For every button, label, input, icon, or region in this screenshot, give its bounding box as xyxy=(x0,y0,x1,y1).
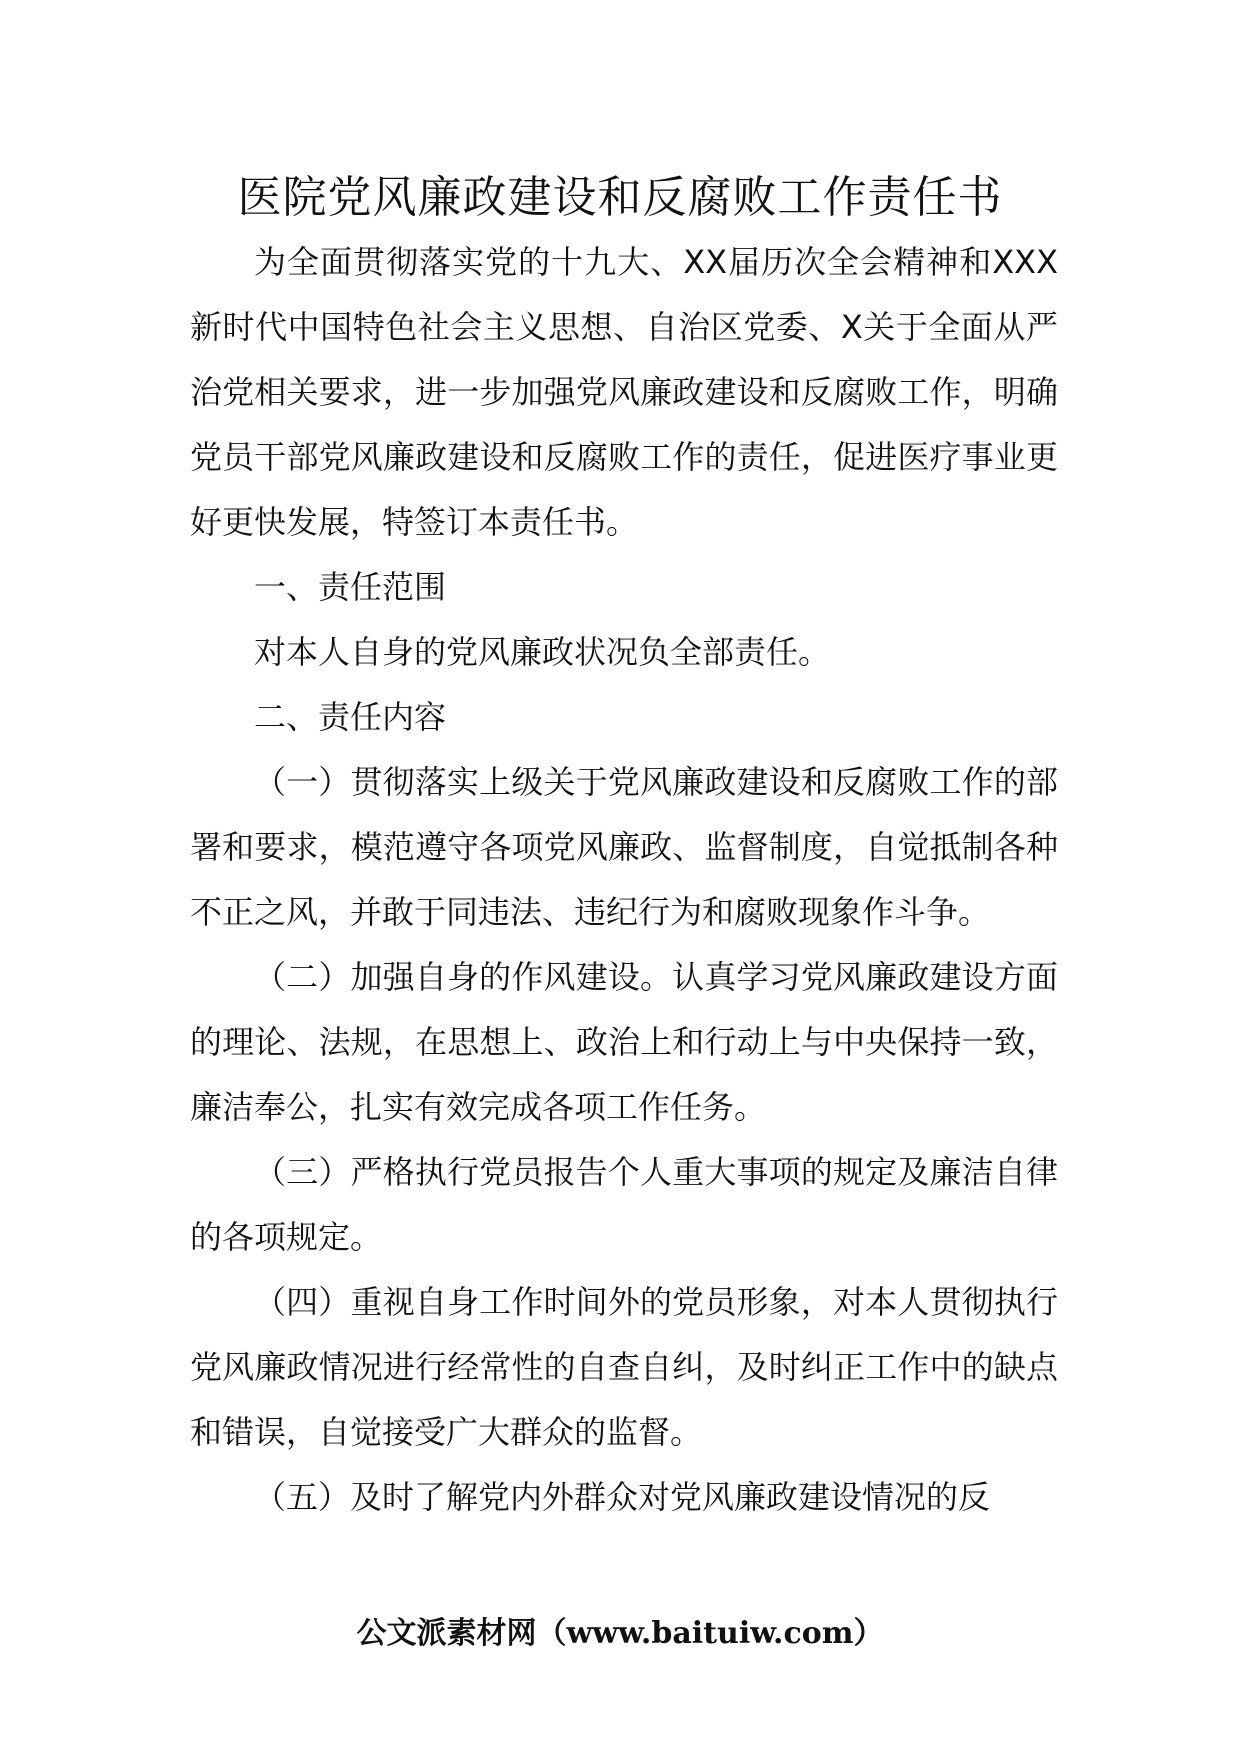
section-heading-content: 二、责任内容 xyxy=(254,698,447,736)
paragraph-item-2: （二）加强自身的作风建设。认真学习党风廉政建设方面的理论、法规，在思想上、政治上和行动上与中央保持一致，廉洁奉公，扎实有效完成各项工作任务。 xyxy=(190,958,1058,1126)
paragraph-item-1: （一）贯彻落实上级关于党风廉政建设和反腐败工作的部署和要求，模范遵守各项党风廉政、监督制度，自觉抵制各种不正之风，并敢于同违法、违纪行为和腐败现象作斗争。 xyxy=(190,763,1058,931)
paragraph-item-5: （五）及时了解党内外群众对党风廉政建设情况的反 xyxy=(254,1478,991,1516)
paragraph-item-4: （四）重视自身工作时间外的党员形象，对本人贯彻执行党风廉政情况进行经常性的自查自纠，及时纠正工作中的缺点和错误，自觉接受广大群众的监督。 xyxy=(190,1283,1058,1451)
paragraph-item-3: （三）严格执行党员报告个人重大事项的规定及廉洁自律的各项规定。 xyxy=(190,1153,1058,1256)
footer-source-watermark: 公文派素材网（www.baituiw.com） xyxy=(356,1616,884,1651)
section-heading-scope: 一、责任范围 xyxy=(254,568,447,606)
paragraph-intro: 为全面贯彻落实党的十九大、XX届历次全会精神和XXX新时代中国特色社会主义思想、自治区党委、X关于全面从严治党相关要求，进一步加强党风廉政建设和反腐败工作，明确党员干部党风廉政建设和反腐败工作的责任，促进医疗事业更好更快发展，特签订本责任书。 xyxy=(190,243,1058,541)
document-body xyxy=(190,230,1058,1530)
document-title: 医院党风廉政建设和反腐败工作责任书 xyxy=(237,172,1003,223)
paragraph-scope: 对本人自身的党风廉政状况负全部责任。 xyxy=(254,633,831,671)
